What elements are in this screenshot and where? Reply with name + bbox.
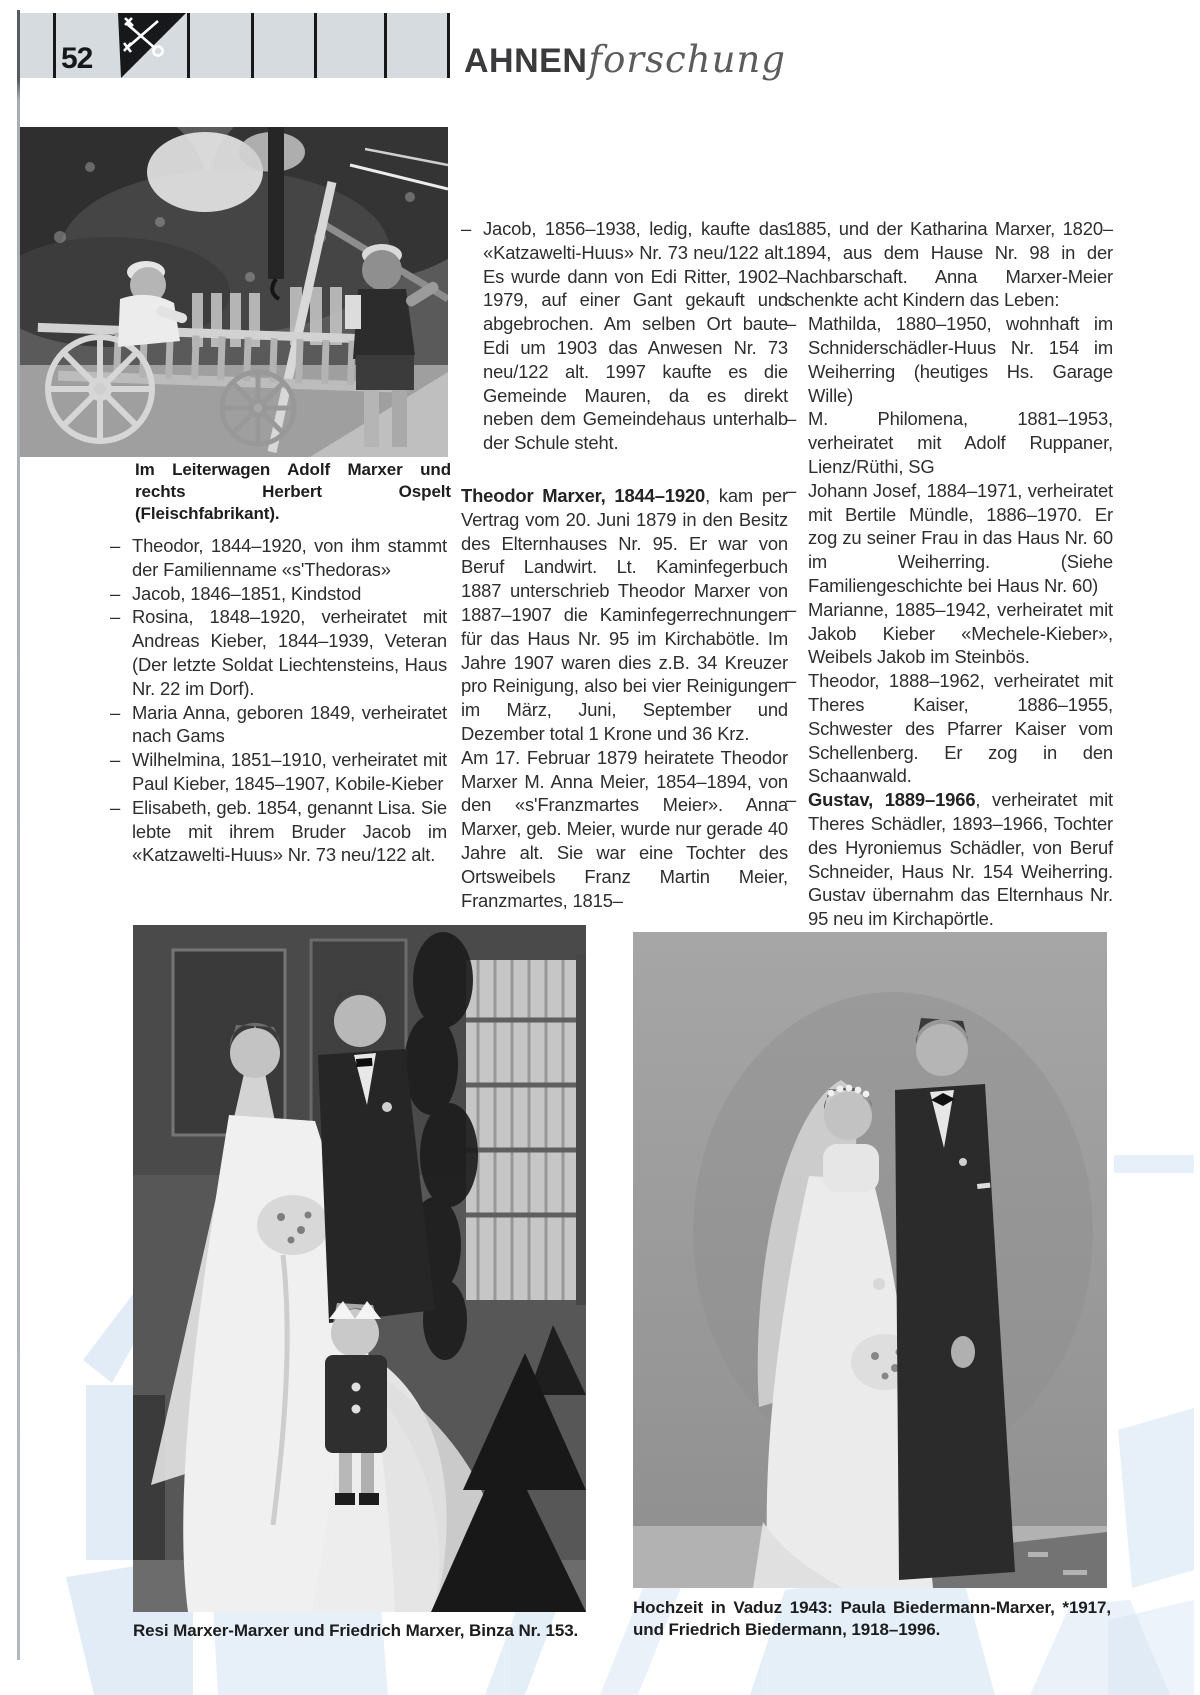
list-item-text: Johann Josef, 1884–1971, verheiratet mit Bertile Mündle, 1886–1970. Er zog zu seiner Frau in das Haus Nr. 60 im Weiherring. (Siehe Familiengeschichte bei Haus Nr. 60) [808,479,1113,596]
list-dash: – [786,313,797,335]
banner-divider [447,13,450,78]
list-item [786,669,1113,788]
list-dash: – [461,218,472,239]
list-dash: – [786,479,797,501]
list-item-text [808,788,1113,931]
top-photo-caption: Im Leiterwagen Adolf Marxer und rechts Herbert Ospelt (Fleischfabrikant). [135,460,451,523]
list-item [110,582,447,606]
wedding-photo-left-caption: Resi Marxer-Marxer und Friedrich Marxer, Binza Nr. 153. [133,1621,579,1640]
list-item-text: Rosina, 1848–1920, verheiratet mit Andreas Kieber, 1844–1939, Veteran (Der letzte Soldat Liechtensteins, Haus Nr. 22 im Dorf). [132,606,447,699]
column-right [786,217,1113,931]
list-item-rest: , verheiratet mit Theres Schädler, 1893–1966, Tochter des Hyroniemus Schädler, von Beruf Schneider, Haus Nr. 154 Weiherring. Gustav übernahm das Elternhaus Nr. 95 neu im Kirchapörtle. [808,789,1113,930]
wedding-photo-left [133,925,586,1612]
crossed-sword-key-emblem [118,13,186,78]
list-item-text: Marianne, 1885–1942, verheiratet mit Jakob Kieber «Mechele-Kieber», Weibels Jakob im Steinbös. [808,598,1113,668]
watermark [1108,1150,1200,1695]
list-item [461,217,788,455]
list-dash: – [110,582,121,604]
list-item-text: Theodor, 1888–1962, verheiratet mit Theres Kaiser, 1886–1955, Schwester des Pfarrer Kaiser vom Schellenberg. Er zog in den Schaanwald. [808,670,1113,787]
paragraph-lead: Theodor Marxer, 1844–1920 [461,484,706,506]
list-item [110,534,447,582]
list-item-text: M. Philomena, 1881–1953, verheiratet mit Adolf Ruppaner, Lienz/Rüthi, SG [808,408,1113,477]
banner-divider [314,13,317,78]
page-number: 52 [61,42,93,75]
list-item [786,312,1113,407]
wedding-photo-right-caption: Hochzeit in Vaduz 1943: Paula Biedermann-Marxer, *1917, und Friedrich Biedermann, 1918–1996. [633,1598,1111,1639]
list-dash: – [786,789,797,811]
list-item [786,598,1113,669]
list-item [786,407,1113,478]
paragraph-marriage: Am 17. Februar 1879 heiratete Theodor Marxer M. Anna Meier, 1854–1894, von den «s'Franzmartes Meier». Anna Marxer, geb. Meier, wurde nur gerade 40 Jahre alt. Sie war eine Tochter des Ortsweibels Franz Martin Meier, Franzmartes, 1815– [461,746,788,911]
list-dash: – [110,535,121,556]
list-dash: – [110,749,121,771]
list-item [110,605,447,700]
wedding-photo-right [633,932,1107,1588]
list-item-text: Theodor, 1844–1920, von ihm stammt der Familienname «s'Thedoras» [132,535,447,580]
list-item-text: Elisabeth, geb. 1854, genannt Lisa. Sie lebte mit ihrem Bruder Jacob im «Katzawelti-Huus» Nr. 73 neu/122 alt. [132,796,447,866]
banner-divider [53,13,56,78]
list-item [786,479,1113,598]
banner-divider [251,13,254,78]
list-dash: – [786,598,797,620]
list-item-gustav [786,788,1113,931]
list-item-text: Wilhelmina, 1851–1910, verheiratet mit Paul Kieber, 1845–1907, Kobile-Kieber [132,749,447,794]
magazine-title-script: forschung [588,38,786,81]
magazine-title [464,40,786,88]
top-photo-leiterwagen [20,127,448,457]
column-middle [461,217,788,912]
list-item [110,701,447,749]
list-dash: – [110,701,121,723]
list-dash: – [786,408,797,430]
list-item-lead: Gustav, 1889–1966 [808,789,976,811]
continuation-text: 1885, und der Katharina Marxer, 1820–1894, aus dem Hause Nr. 98 in der Nachbarschaft. Anna Marxer-Meier schenkte acht Kindern das Leben: [786,218,1113,311]
list-item-text: Maria Anna, geboren 1849, verheiratet nach Gams [132,701,447,747]
column-left [110,534,447,867]
list-item-text: Jacob, 1856–1938, ledig, kaufte das «Katzawelti-Huus» Nr. 73 neu/122 alt. Es wurde dann von Edi Ritter, 1902–1979, auf einer Gant gekauft und abgebrochen. Am selben Ort baute Edi um 1903 das Anwesen Nr. 73 neu/122 alt. 1997 kaufte es die Gemeinde Mauren, da es direkt neben dem Gemeindehaus unterhalb der Schule steht. [483,218,788,454]
list-item [110,796,447,867]
list-dash: – [110,796,121,818]
list-dash: – [786,670,797,692]
banner-divider [384,13,387,78]
paragraph-theodor-marxer [461,484,788,746]
banner-divider [187,13,190,78]
list-item-text: Jacob, 1846–1851, Kindstod [132,582,362,604]
list-item-text: Mathilda, 1880–1950, wohnhaft im Schniderschädler-Huus Nr. 154 im Weiherring (heutiges Hs. Garage Wille) [808,313,1113,406]
magazine-title-bold: AHNEN [464,42,588,80]
list-item [110,748,447,796]
paragraph-text: , kam per Vertrag vom 20. Juni 1879 in den Besitz des Elternhauses Nr. 95. Er war von Beruf Landwirt. Lt. Kaminfegerbuch 1887 unterschrieb Theodor Marxer von 1887–1907 die Kaminfegerrechnungen für das Haus Nr. 95 im Kirchabötle. Im Jahre 1907 waren dies z.B. 34 Kreuzer pro Reinigung, also bei vier Reinigungen im März, Juni, September und Dezember total 1 Krone und 36 Krz. [461,484,788,744]
list-dash: – [110,606,121,628]
